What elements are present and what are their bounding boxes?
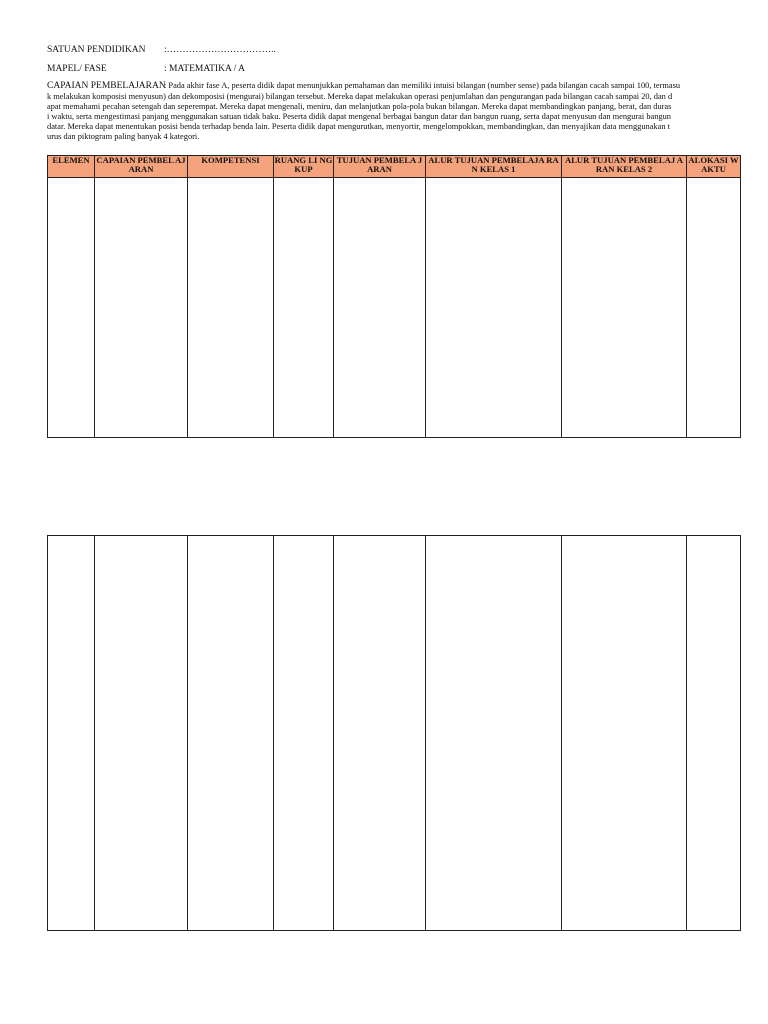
table-cell — [426, 536, 562, 931]
capaian-line-1 — [47, 81, 722, 92]
planning-table-continued — [47, 535, 741, 931]
table-row — [48, 178, 741, 438]
column-header-tujuan-pembelajaran: TUJUAN PEMBELA JARAN — [334, 156, 426, 178]
table-cell — [334, 536, 426, 931]
table-cell — [274, 536, 334, 931]
capaian-line-2: k melakukan komposisi menyusun) dan dekomposisi (mengurai) bilangan tersebut. Mereka dapat melakukan operasi penjumlahan dan pengurangan pada bilangan cacah sampai 20, dan d — [47, 91, 673, 101]
table-cell — [188, 178, 274, 438]
column-header-ruang-lingkup: RUANG LI NGKUP — [274, 156, 334, 178]
table-cell — [95, 536, 188, 931]
column-header-elemen: ELEMEN — [48, 156, 95, 178]
column-header-capaian-pembelajaran: CAPAIAN PEMBEL AJARAN — [95, 156, 188, 178]
table-cell — [687, 536, 741, 931]
capaian-line-3: apat memahami pecahan setengah dan seperempat. Mereka dapat mengenali, meniru, dan melanjutkan pola-pola bukan bilangan. Mereka dapat membandingkan panjang, berat, dan duras — [47, 101, 672, 111]
table-cell — [188, 536, 274, 931]
column-header-alokasi-waktu: ALOKASI WAKTU — [687, 156, 741, 178]
satuan-pendidikan-label: SATUAN PENDIDIKAN — [47, 45, 146, 55]
capaian-pembelajaran-label: CAPAIAN PEMBELAJARAN — [47, 81, 166, 91]
table-cell — [95, 178, 188, 438]
mapel-fase-value: : MATEMATIKA / A — [164, 64, 246, 74]
table-cell — [562, 536, 687, 931]
capaian-text: : Pada akhir fase A, peserta didik dapat menunjukkan pemahaman dan memiliki intuisi bilangan (number sense) pada bilangan cacah sampai 100, termasu — [164, 81, 681, 90]
satuan-pendidikan-value: :…………………………….. — [164, 45, 276, 55]
mapel-fase-label: MAPEL/ FASE — [47, 64, 107, 74]
column-header-kompetensi: KOMPETENSI — [188, 156, 274, 178]
mapel-fase-row — [47, 63, 245, 75]
capaian-pembelajaran-block — [47, 81, 722, 141]
table-cell — [48, 178, 95, 438]
table-cell — [274, 178, 334, 438]
table-header-row — [48, 156, 741, 178]
column-header-alur-kelas-1: ALUR TUJUAN PEMBELAJA RAN KELAS 1 — [426, 156, 562, 178]
capaian-line-4: i waktu, serta mengestimasi panjang menggunakan satuan tidak baku. Peserta didik dapat mengenal berbagai bangun datar dan bangun ruang, serta dapat menyusun dan mengurai bangun — [47, 111, 671, 121]
table-cell — [562, 178, 687, 438]
table-cell — [334, 178, 426, 438]
satuan-pendidikan-row — [47, 44, 276, 56]
capaian-line-6: urus dan piktogram paling banyak 4 kategori. — [47, 131, 200, 141]
planning-table — [47, 155, 741, 438]
column-header-alur-kelas-2: ALUR TUJUAN PEMBELAJ ARAN KELAS 2 — [562, 156, 687, 178]
table-cell — [48, 536, 95, 931]
capaian-line-5: datar. Mereka dapat menentukan posisi benda terhadap benda lain. Peserta didik dapat mengurutkan, menyortir, mengelompokkan, membandingkan, dan menyajikan data menggunakan t — [47, 121, 670, 131]
table-cell — [426, 178, 562, 438]
table-row — [48, 536, 741, 931]
table-cell — [687, 178, 741, 438]
